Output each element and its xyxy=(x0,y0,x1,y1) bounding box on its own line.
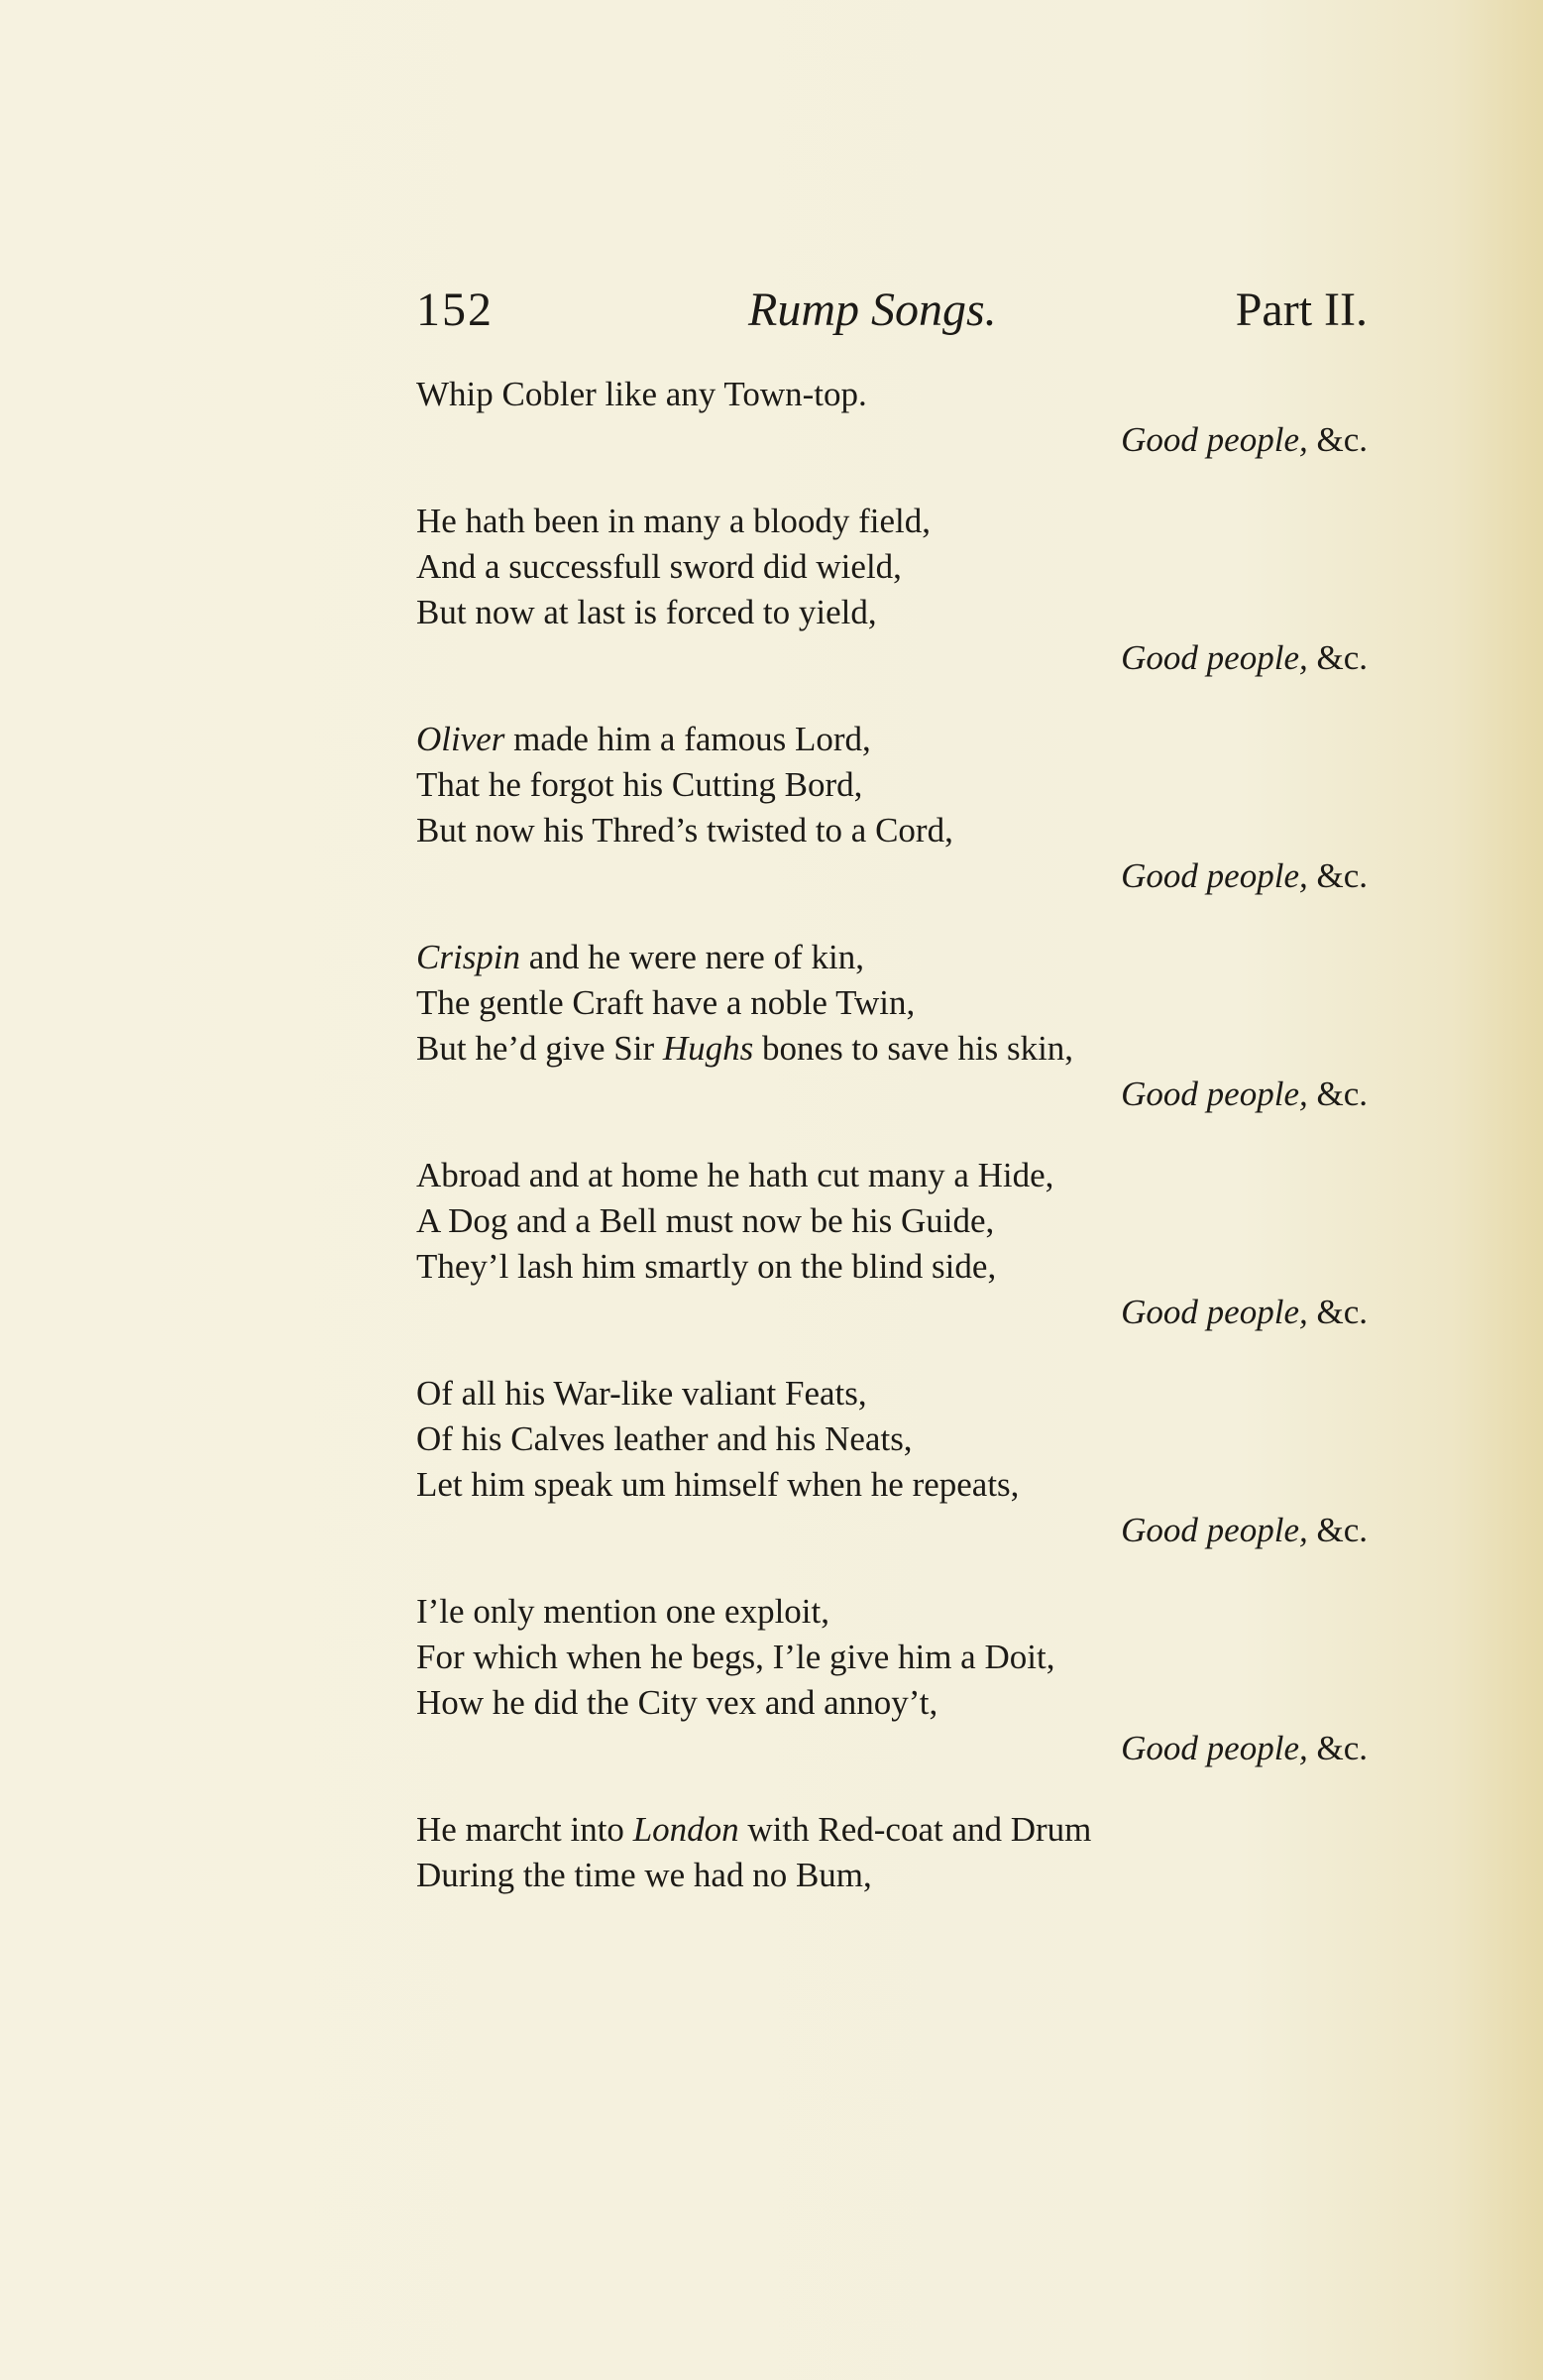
refrain: Good people, &c. xyxy=(1121,420,1368,459)
verse-line: He marcht into London with Red-coat and Drum xyxy=(416,1810,1092,1849)
running-header xyxy=(416,283,1368,342)
verse-line: How he did the City vex and annoy’t, xyxy=(416,1683,938,1722)
verse-line: Let him speak um himself when he repeats, xyxy=(416,1465,1020,1504)
verse-line: The gentle Craft have a noble Twin, xyxy=(416,983,916,1022)
verse-line: Abroad and at home he hath cut many a Hide, xyxy=(416,1156,1054,1194)
stanza xyxy=(416,1589,1368,1771)
verse-line: But now his Thred’s twisted to a Cord, xyxy=(416,811,953,850)
verse-line: Of his Calves leather and his Neats, xyxy=(416,1419,913,1458)
verse-line: They’l lash him smartly on the blind side, xyxy=(416,1247,997,1286)
verse-line: A Dog and a Bell must now be his Guide, xyxy=(416,1201,995,1240)
stanza xyxy=(416,717,1368,899)
verse-line: But now at last is forced to yield, xyxy=(416,593,877,631)
verse-line: He hath been in many a bloody field, xyxy=(416,502,932,540)
refrain: Good people, &c. xyxy=(1121,856,1368,895)
page-number: 152 xyxy=(416,283,494,336)
verse-line: Of all his War-like valiant Feats, xyxy=(416,1374,867,1413)
stanza xyxy=(416,1153,1368,1335)
refrain: Good people, &c. xyxy=(1121,1511,1368,1549)
verse-line: But he’d give Sir Hughs bones to save his skin, xyxy=(416,1029,1074,1068)
part-label: Part II. xyxy=(1235,283,1368,336)
verse-line: That he forgot his Cutting Bord, xyxy=(416,765,863,804)
refrain: Good people, &c. xyxy=(1121,638,1368,677)
poem-text xyxy=(416,372,1368,1898)
verse-line: For which when he begs, I’le give him a Doit, xyxy=(416,1638,1055,1676)
verse-line: During the time we had no Bum, xyxy=(416,1856,872,1894)
stanza xyxy=(416,1371,1368,1553)
running-title: Rump Songs. xyxy=(748,283,997,336)
verse-line: And a successfull sword did wield, xyxy=(416,547,902,586)
refrain: Good people, &c. xyxy=(1121,1075,1368,1113)
stanza xyxy=(416,935,1368,1117)
refrain: Good people, &c. xyxy=(1121,1293,1368,1331)
refrain: Good people, &c. xyxy=(1121,1729,1368,1767)
verse-line: Crispin and he were nere of kin, xyxy=(416,938,864,976)
verse-line: I’le only mention one exploit, xyxy=(416,1592,829,1631)
opening-line: Whip Cobler like any Town-top. xyxy=(416,375,867,413)
stanza xyxy=(416,499,1368,681)
verse-line: Oliver made him a famous Lord, xyxy=(416,720,871,758)
stanza xyxy=(416,1807,1368,1898)
